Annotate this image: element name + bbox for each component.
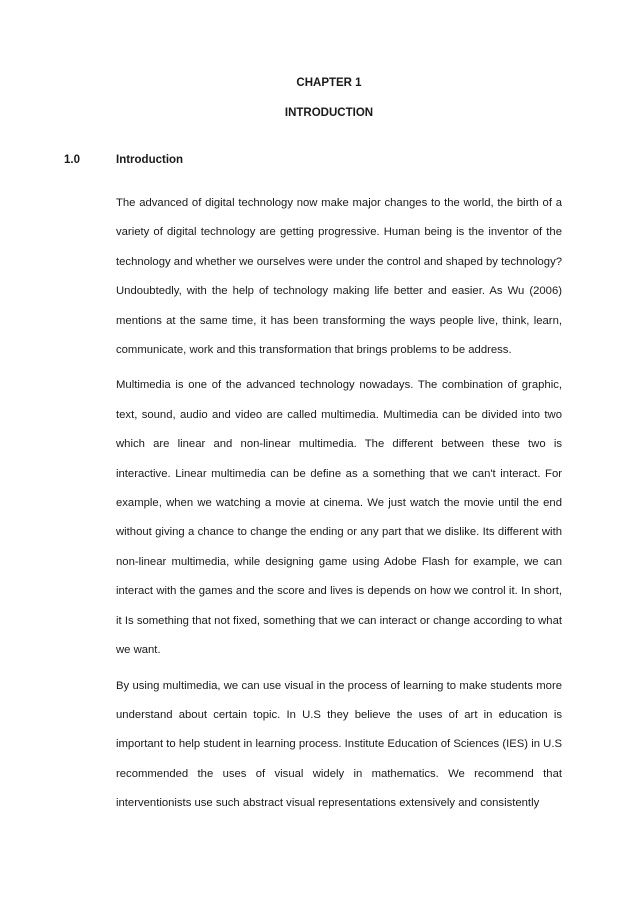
paragraph: By using multimedia, we can use visual in the process of learning to make students more understand about certain topic. In U.S they believe the uses of art in education is important to help student in learning process. Institute Education of Sciences (IES) in U.S recommended the uses of visual widely in mathematics. We recommend that interventionists use such abstract visual representations extensively and consistently xyxy=(116,679,562,810)
section-heading xyxy=(64,154,183,166)
chapter-title: INTRODUCTION xyxy=(284,107,374,119)
section-number: 1.0 xyxy=(64,154,80,166)
chapter-label: CHAPTER 1 xyxy=(296,77,362,89)
section-title: Introduction xyxy=(116,154,184,166)
body-text xyxy=(116,189,562,825)
paragraph: Multimedia is one of the advanced technology nowadays. The combination of graphic, text, sound, audio and video are called multimedia. Multimedia can be divided into two which are linear and non-linear multimedia. The different between these two is interactive. Linear multimedia can be define as a something that we can't interact. For example, when we watching a movie at cinema. We just watch the movie until the end without giving a chance to change the ending or any part that we dislike. Its different with non-linear multimedia, while designing game using Adobe Flash for example, we can interact with the games and the score and lives is depends on how we control it. In short, it Is something that not fixed, something that we can interact or change according to what we want. xyxy=(116,379,562,657)
paragraph: The advanced of digital technology now make major changes to the world, the birth of a variety of digital technology are getting progressive. Human being is the inventor of the technology and whether we ourselves were under the control and shaped by technology? Undoubtedly, with the help of technology making life better and easier. As Wu (2006) mentions at the same time, it has been transforming the ways people live, think, learn, communicate, work and this transformation that brings problems to be address. xyxy=(116,197,562,357)
